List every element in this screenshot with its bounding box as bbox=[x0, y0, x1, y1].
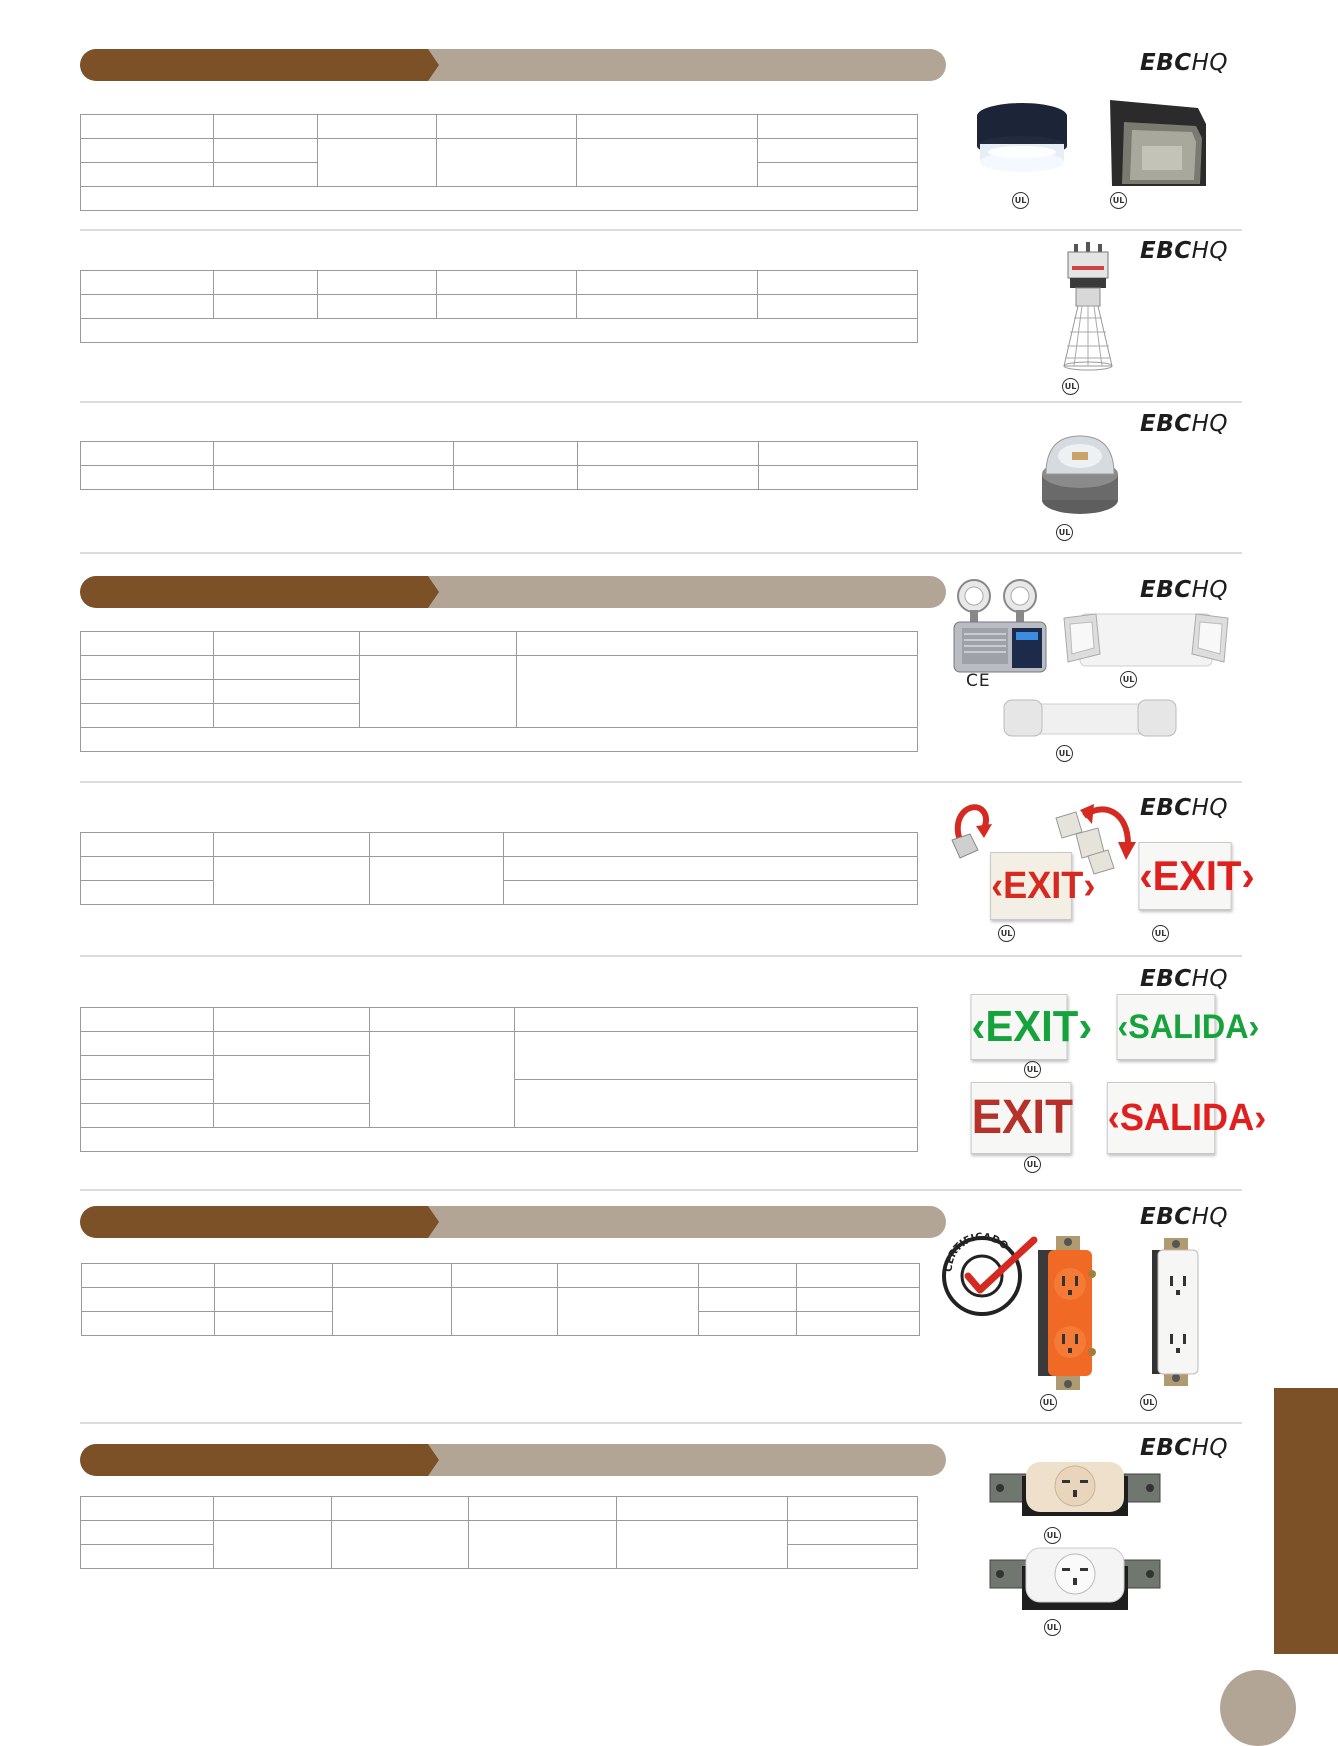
low-profile-emergency-light-image bbox=[1000, 696, 1180, 740]
page-number-circle bbox=[1220, 1670, 1296, 1746]
ul-mark-icon: UL bbox=[1024, 1156, 1041, 1173]
photocell-image bbox=[1038, 430, 1122, 520]
exit-sign-red-combo: ‹EXIT› bbox=[1138, 842, 1231, 910]
section-header-bar-3 bbox=[80, 1206, 946, 1238]
ul-mark-icon: UL bbox=[1152, 925, 1169, 942]
spec-table-5 bbox=[80, 832, 918, 905]
section-divider bbox=[80, 401, 1242, 403]
exit-sign-red: ‹EXIT› bbox=[990, 852, 1072, 920]
brand-logo: EBCHQ bbox=[1140, 1435, 1229, 1461]
ul-mark-icon: UL bbox=[1062, 378, 1079, 395]
spec-table-3 bbox=[80, 441, 918, 490]
brand-logo: EBCHQ bbox=[1140, 1204, 1229, 1230]
beige-single-receptacle-image bbox=[986, 1456, 1164, 1526]
section-divider bbox=[80, 955, 1242, 957]
spec-table-8 bbox=[80, 1496, 918, 1569]
high-bay-light-image bbox=[1056, 236, 1126, 376]
section-header-bar-2 bbox=[80, 576, 946, 608]
side-section-tab bbox=[1274, 1388, 1338, 1654]
section-divider bbox=[80, 552, 1242, 554]
brand-logo: EBCHQ bbox=[1140, 50, 1229, 76]
section-divider bbox=[80, 1189, 1242, 1191]
brand-logo: EBCHQ bbox=[1140, 795, 1229, 821]
section-divider bbox=[80, 1422, 1242, 1424]
emergency-light-unit-image bbox=[950, 578, 1050, 674]
wall-pack-light-image bbox=[1102, 96, 1214, 192]
spec-table-1 bbox=[80, 114, 918, 211]
orange-receptacle-image bbox=[1034, 1234, 1100, 1392]
brand-logo: EBCHQ bbox=[1140, 238, 1229, 264]
ul-mark-icon: UL bbox=[1120, 671, 1137, 688]
salida-sign-green: ‹SALIDA› bbox=[1117, 994, 1216, 1060]
spec-table-2 bbox=[80, 270, 918, 343]
exit-sign-red: EXIT bbox=[971, 1082, 1072, 1154]
white-receptacle-image bbox=[1148, 1236, 1204, 1388]
ul-mark-icon: UL bbox=[1056, 745, 1073, 762]
brand-logo: EBCHQ bbox=[1140, 577, 1229, 603]
spec-table-6 bbox=[80, 1007, 918, 1152]
ul-mark-icon: UL bbox=[1044, 1619, 1061, 1636]
section-divider bbox=[80, 781, 1242, 783]
rotate-arrow-icon bbox=[1078, 800, 1138, 866]
rotate-arrow-icon bbox=[948, 800, 998, 860]
white-single-receptacle-image bbox=[986, 1542, 1164, 1620]
ul-mark-icon: UL bbox=[1110, 192, 1127, 209]
twin-head-emergency-light-image bbox=[1060, 608, 1232, 670]
ul-mark-icon: UL bbox=[1044, 1527, 1061, 1544]
brand-logo: EBCHQ bbox=[1140, 966, 1229, 992]
ul-mark-icon: UL bbox=[1012, 192, 1029, 209]
ce-mark: CE bbox=[966, 671, 991, 691]
salida-sign-red: ‹SALIDA› bbox=[1107, 1082, 1215, 1154]
certified-seal-icon bbox=[940, 1232, 1040, 1318]
exit-sign-green: ‹EXIT› bbox=[971, 994, 1068, 1060]
ul-mark-icon: UL bbox=[1024, 1061, 1041, 1078]
seal-text: CERTIFICADO bbox=[943, 1232, 1010, 1273]
section-header-bar-4 bbox=[80, 1444, 946, 1476]
brand-logo: EBCHQ bbox=[1140, 411, 1229, 437]
ul-mark-icon: UL bbox=[998, 925, 1015, 942]
ul-mark-icon: UL bbox=[1140, 1394, 1157, 1411]
spec-table-4 bbox=[80, 631, 918, 752]
ceiling-light-image bbox=[972, 100, 1072, 192]
ul-mark-icon: UL bbox=[1056, 524, 1073, 541]
ul-mark-icon: UL bbox=[1040, 1394, 1057, 1411]
section-divider bbox=[80, 229, 1242, 231]
section-header-bar-1 bbox=[80, 49, 946, 81]
spec-table-7 bbox=[81, 1263, 920, 1336]
